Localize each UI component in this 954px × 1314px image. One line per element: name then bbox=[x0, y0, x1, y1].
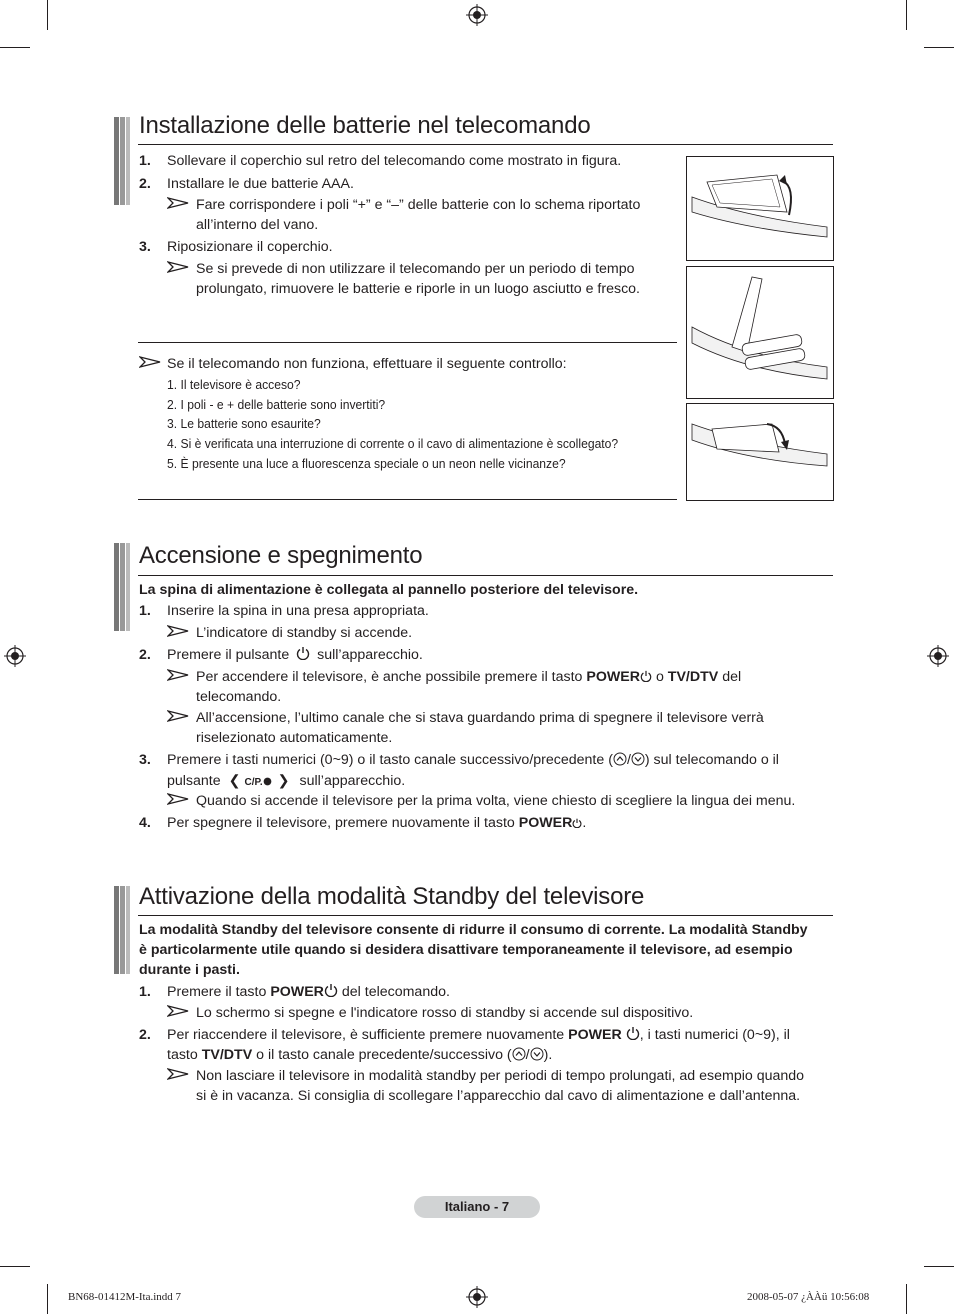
note-text: Se si prevede di non utilizzare il telecomando per un periodo di tempo bbox=[196, 261, 635, 277]
section-bar bbox=[114, 886, 130, 974]
step-number: 2. bbox=[139, 647, 151, 663]
note-arrow-icon bbox=[167, 669, 189, 681]
cp-icon bbox=[263, 777, 272, 786]
step-number: 1. bbox=[139, 153, 151, 169]
note-arrow-icon bbox=[139, 356, 161, 368]
note-text: all’interno del vano. bbox=[196, 217, 319, 233]
check-item: 3. Le batterie sono esaurite? bbox=[167, 416, 321, 431]
remote-cover-close-figure bbox=[686, 403, 834, 501]
intro-text: La spina di alimentazione è collegata al pannello posteriore del televisore. bbox=[139, 582, 639, 598]
note-arrow-icon bbox=[167, 1005, 189, 1017]
crop-mark bbox=[0, 1266, 30, 1267]
note-text: L’indicatore di standby si accende. bbox=[196, 625, 413, 641]
crop-mark bbox=[0, 47, 30, 48]
section-bar bbox=[114, 117, 130, 205]
divider bbox=[138, 342, 677, 343]
note-arrow-icon bbox=[167, 793, 189, 805]
channel-down-icon bbox=[530, 1047, 544, 1061]
remote-batteries-figure bbox=[686, 266, 834, 399]
check-item: 1. Il televisore è acceso? bbox=[167, 377, 301, 392]
title-rule bbox=[138, 144, 833, 145]
note-text: Quando si accende il televisore per la prima volta, viene chiesto di scegliere la lingua dei menu. bbox=[196, 793, 796, 809]
note-arrow-icon bbox=[167, 710, 189, 722]
check-intro: Se il telecomando non funziona, effettuare il seguente controllo: bbox=[167, 356, 567, 372]
step-text: pulsante ❮ C/P. ❯ sull’apparecchio. bbox=[167, 773, 406, 789]
note-text: Lo schermo si spegne e l'indicatore rosso di standby si accende sul dispositivo. bbox=[196, 1005, 694, 1021]
section-title-batterie: Installazione delle batterie nel telecomando bbox=[139, 112, 591, 139]
crop-mark bbox=[906, 0, 907, 30]
step-number: 1. bbox=[139, 984, 151, 1000]
step-text: Premere i tasti numerici (0~9) o il tasto canale successivo/precedente ( / ) sul telecomando o il bbox=[167, 752, 779, 768]
remote-cover-open-figure bbox=[686, 156, 834, 261]
cp-label: C/P. bbox=[244, 777, 263, 788]
intro-text: è particolarmente utile quando si desidera disattivare temporaneamente il televisore, ad esempio bbox=[139, 942, 793, 958]
power-icon bbox=[640, 670, 652, 682]
note-text: Non lasciare il televisore in modalità standby per periodi di tempo prolungati, ad esempio quando bbox=[196, 1068, 805, 1084]
crop-mark bbox=[47, 0, 48, 30]
check-item: 4. Si è verificata una interruzione di corrente o il cavo di alimentazione è scollegato? bbox=[167, 436, 619, 451]
step-number: 3. bbox=[139, 752, 151, 768]
note-arrow-icon bbox=[167, 197, 189, 209]
registration-mark-icon bbox=[927, 645, 949, 667]
slug-left: BN68-01412M-Ita.indd 7 bbox=[68, 1291, 182, 1303]
registration-mark-icon bbox=[4, 645, 26, 667]
crop-mark bbox=[47, 1284, 48, 1314]
step-number: 3. bbox=[139, 239, 151, 255]
power-icon bbox=[626, 1026, 640, 1040]
note-arrow-icon bbox=[167, 1068, 189, 1080]
power-icon bbox=[572, 818, 582, 828]
registration-mark-icon bbox=[466, 1286, 488, 1308]
note-text: Per accendere il televisore, è anche possibile premere il tasto POWER o TV/DTV del bbox=[196, 669, 742, 685]
note-text: All’accensione, l’ultimo canale che si stava guardando prima di spegnere il televisore verrà bbox=[196, 710, 764, 726]
note-arrow-icon bbox=[167, 261, 189, 273]
note-text: riselezionato automaticamente. bbox=[196, 730, 393, 746]
title-rule bbox=[138, 575, 833, 576]
step-text: Installare le due batterie AAA. bbox=[167, 176, 354, 192]
note-text: Fare corrispondere i poli “+” e “–” delle batterie con lo schema riportato bbox=[196, 197, 641, 213]
channel-up-icon bbox=[512, 1047, 526, 1061]
power-icon bbox=[296, 646, 310, 660]
registration-mark-icon bbox=[466, 4, 488, 26]
intro-text: durante i pasti. bbox=[139, 962, 240, 978]
step-number: 4. bbox=[139, 815, 151, 831]
step-number: 2. bbox=[139, 1027, 151, 1043]
step-text: tasto TV/DTV o il tasto canale precedente/successivo ( / ). bbox=[167, 1047, 553, 1063]
note-text: prolungato, rimuovere le batterie e riporle in un luogo asciutto e fresco. bbox=[196, 281, 641, 297]
step-text: Premere il tasto POWER del telecomando. bbox=[167, 984, 450, 1000]
note-text: telecomando. bbox=[196, 689, 282, 705]
crop-mark bbox=[906, 1284, 907, 1314]
slug-right: 2008-05-07 ¿ÀÀü 10:56:08 bbox=[747, 1291, 870, 1303]
channel-up-icon bbox=[613, 752, 627, 766]
check-item: 2. I poli - e + delle batterie sono invertiti? bbox=[167, 397, 386, 412]
section-bar bbox=[114, 543, 130, 631]
crop-mark bbox=[924, 47, 954, 48]
step-number: 1. bbox=[139, 603, 151, 619]
page-number-badge: Italiano - 7 bbox=[414, 1196, 540, 1218]
check-item: 5. È presente una luce a fluorescenza speciale o un neon nelle vicinanze? bbox=[167, 456, 566, 471]
intro-text: La modalità Standby del televisore consente di ridurre il consumo di corrente. La modalità Standby bbox=[139, 922, 808, 938]
section-title-accensione: Accensione e spegnimento bbox=[139, 542, 423, 569]
step-text: Per riaccendere il televisore, è sufficiente premere nuovamente POWER , i tasti numerici (0~9), il bbox=[167, 1027, 790, 1043]
step-text: Sollevare il coperchio sul retro del telecomando come mostrato in figura. bbox=[167, 153, 622, 169]
step-number: 2. bbox=[139, 176, 151, 192]
channel-down-icon bbox=[631, 752, 645, 766]
section-title-standby: Attivazione della modalità Standby del televisore bbox=[139, 883, 645, 910]
note-arrow-icon bbox=[167, 625, 189, 637]
step-text: Riposizionare il coperchio. bbox=[167, 239, 333, 255]
step-text: Inserire la spina in una presa appropriata. bbox=[167, 603, 429, 619]
divider bbox=[138, 499, 677, 500]
step-text: Per spegnere il televisore, premere nuovamente il tasto POWER . bbox=[167, 815, 587, 831]
title-rule bbox=[138, 915, 833, 916]
crop-mark bbox=[924, 1266, 954, 1267]
power-icon bbox=[324, 983, 338, 997]
step-text: Premere il pulsante sull’apparecchio. bbox=[167, 647, 423, 663]
note-text: si è in vacanza. Si consiglia di scollegare l’apparecchio dal cavo di alimentazione e dall’antenna. bbox=[196, 1088, 801, 1104]
